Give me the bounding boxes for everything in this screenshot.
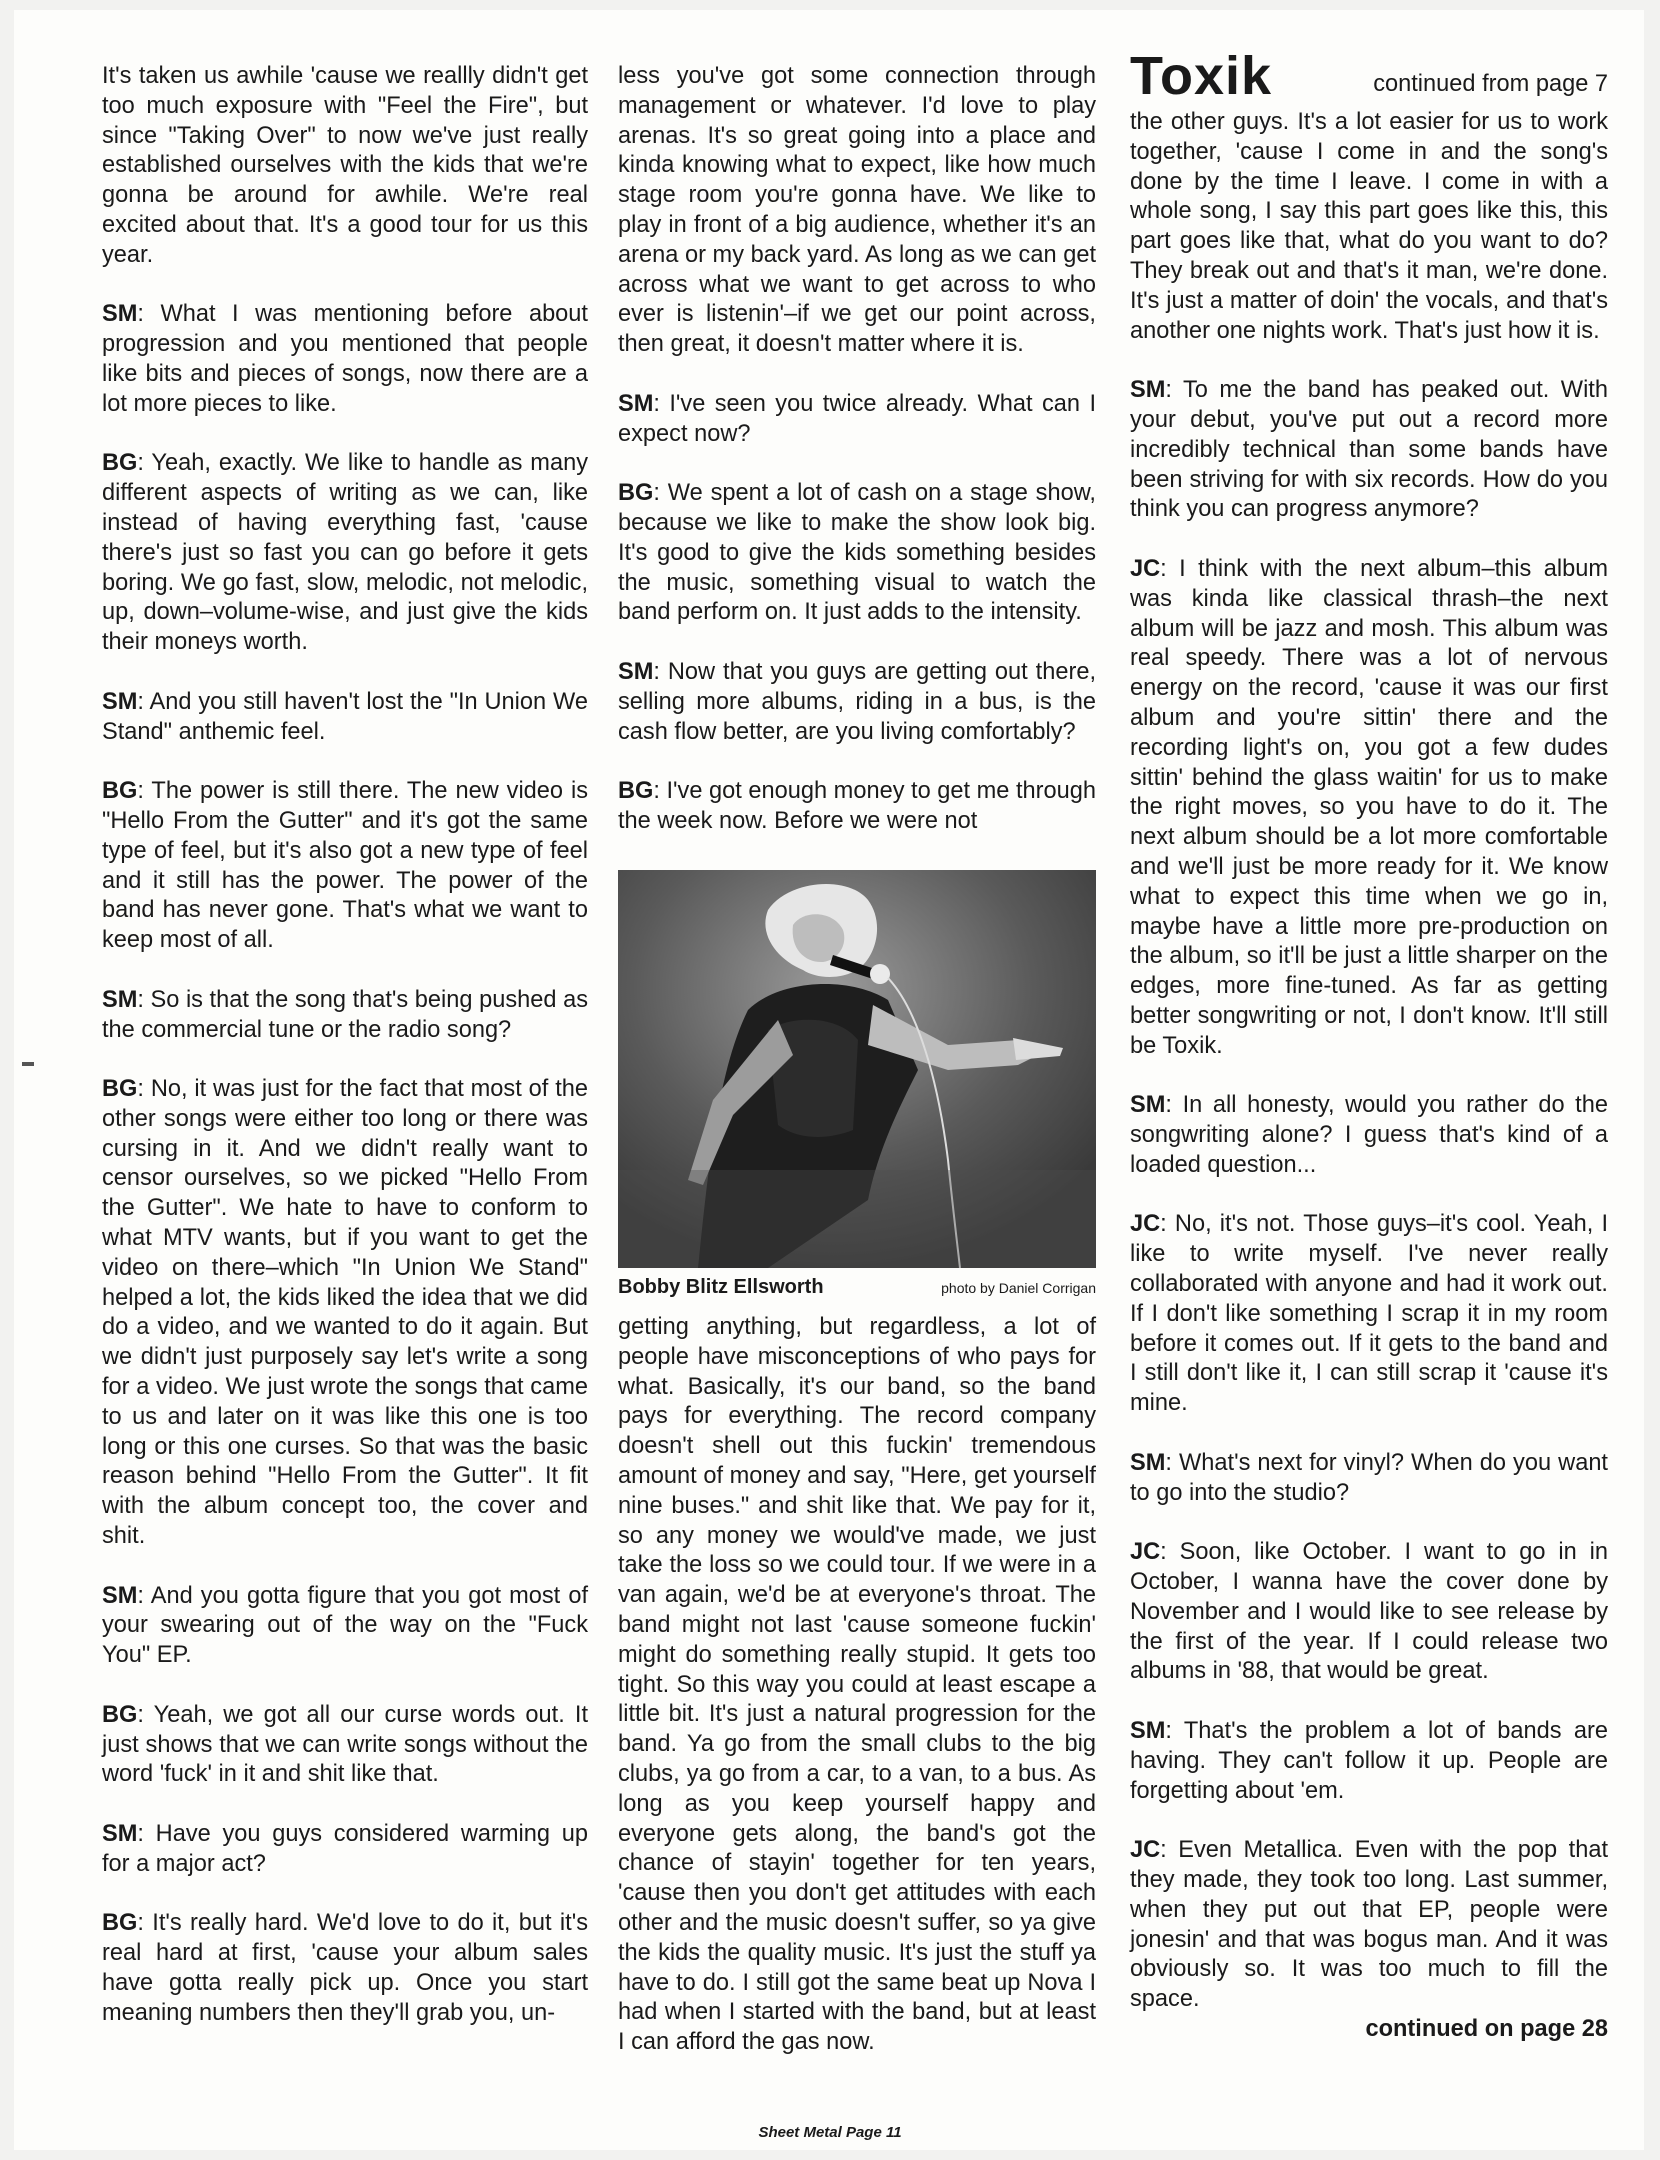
- paragraph: BG: The power is still there. The new video is "Hello From the Gutter" and it's got the same type of feel, but it's also got a new type of feel and it still has the power. The power of the band has never gone. That's what we want to keep most of all.: [102, 778, 588, 954]
- photo-caption: [618, 1276, 1096, 1299]
- concert-photo: [618, 870, 1096, 1268]
- paragraph: SM: And you gotta figure that you got most of your swearing out of the way on the "Fuck You" EP.: [102, 1582, 588, 1669]
- paragraph: the other guys. It's a lot easier for us to work together, 'cause I come in and the song's done by the time I leave. I come in with a whole song, I say this part goes like this, this part goes like that, what do you want to do? They break out and that's it man, we're done. It's just a matter of doin' the vocals, and that's another one nights work. That's just how it is.: [1130, 109, 1608, 344]
- paragraph: SM: And you still haven't lost the "In Union We Stand" anthemic feel.: [102, 688, 588, 745]
- column-1: [102, 62, 588, 2058]
- paragraph: SM: What's next for vinyl? When do you want to go into the studio?: [1130, 1449, 1608, 1506]
- paragraph: SM: Have you guys considered warming up for a major act?: [102, 1821, 588, 1877]
- paragraph: JC: No, it's not. Those guys–it's cool. Yeah, I like to write myself. I've never really collaborated with anyone and had it work out. If I don't like something I scrap it in my room before it comes out. If it gets to the band and I still don't like it, I can still scrap it 'cause it's mine.: [1130, 1211, 1608, 1417]
- paragraph: JC: I think with the next album–this album was kinda like classical thrash–the next album will be jazz and mosh. This album was real speedy. There was a lot of nervous energy on the record, 'cause it was our first album and you're sittin' there and the recording light's on, you got a few dudes sittin' behind the glass waitin' for us to make the right moves, so you have to do it. The next album should be a lot more comfortable and we'll just be more ready for it. We know what to expect this time when we go in, maybe have a little more pre-production on the album, so it'll be just a little sharper on the edges, more fine-tuned. As far as getting better songwriting or not, I don't know. It'll still be Toxik.: [1130, 555, 1608, 1059]
- caption-name: Bobby Blitz Ellsworth: [618, 1276, 824, 1298]
- paragraph: SM: To me the band has peaked out. With your debut, you've put out a record more incredibly technical than some bands have been striving for with six records. How do you think you can progress anymore?: [1130, 377, 1608, 523]
- paragraph: BG: We spent a lot of cash on a stage show, because we like to make the show look big. It's good to give the kids something besides the music, something visual to watch the band perform on. It just adds to the intensity.: [618, 480, 1096, 626]
- paragraph: JC: Soon, like October. I want to go in in October, I wanna have the cover done by November and I would like to see release by the first of the year. If I could release two albums in '88, that would be great.: [1130, 1539, 1608, 1685]
- paragraph: It's taken us awhile 'cause we reallly didn't get too much exposure with "Feel the Fire", but since "Taking Over" to now we've just really established ourselves with the kids that we're gonna be around for awhile. We're real excited about that. It's a good tour for us this year.: [102, 63, 588, 268]
- section-header: [1130, 48, 1608, 104]
- paragraph: BG: I've got enough money to get me through the week now. Before we were not: [618, 778, 1096, 834]
- column-3: [1130, 48, 1608, 2075]
- paragraph: BG: It's really hard. We'd love to do it, but it's real hard at first, 'cause your album sales have gotta really pick up. Once you start meaning numbers then they'll grab you, un-: [102, 1910, 588, 2026]
- page-footer: Sheet Metal Page 11: [758, 2124, 902, 2141]
- paragraph: SM: So is that the song that's being pushed as the commercial tune or the radio song?: [102, 986, 588, 1043]
- column-2-continued: [618, 1313, 1096, 2058]
- paragraph: SM: That's the problem a lot of bands are having. They can't follow it up. People are forgetting about 'em.: [1130, 1718, 1608, 1804]
- paragraph: SM: I've seen you twice already. What can I expect now?: [618, 390, 1096, 447]
- singer-photo-illustration: [618, 870, 1096, 1268]
- paragraph: less you've got some connection through management or whatever. I'd love to play arenas. It's so great going into a place and kinda knowing what to expect, like how much stage room you're gonna have. We like to play in front of a big audience, whether it's an arena or my back yard. As long as we can get across what we want to get across to who ever is listenin'–if we get our point across, then great, it doesn't matter where it is.: [618, 63, 1096, 358]
- paragraph: SM: In all honesty, would you rather do the songwriting alone? I guess that's kind of a loaded question...: [1130, 1092, 1608, 1178]
- paragraph: BG: Yeah, exactly. We like to handle as many different aspects of writing as we can, like instead of having everything fast, 'cause there's just so fast you can go before it gets boring. We go fast, slow, melodic, not melodic, up, down–volume-wise, and just give the kids their moneys worth.: [102, 450, 588, 656]
- continued-from-note: continued from page 7: [1373, 71, 1608, 98]
- continued-on-note: continued on page 28: [1365, 2016, 1608, 2042]
- scan-edge-mark: [22, 1062, 34, 1066]
- column-2: [618, 62, 1096, 867]
- paragraph: SM: What I was mentioning before about progression and you mentioned that people like bits and pieces of songs, now there are a lot more pieces to like.: [102, 301, 588, 417]
- photo-credit: photo by Daniel Corrigan: [941, 1280, 1096, 1296]
- paragraph: BG: Yeah, we got all our curse words out. It just shows that we can write songs without the word 'fuck' in it and shit like that.: [102, 1701, 588, 1788]
- paragraph: BG: No, it was just for the fact that most of the other songs were either too long or there was cursing in it. And we didn't really want to censor ourselves, so we picked "Hello From the Gutter". We hate to have to conform to what MTV wants, but if you want to get the video on there–which "In Union We Stand" helped a lot, the kids liked the idea that we did do a video, and we wanted to do it again. But we didn't just purposely say let's write a song for a video. We just wrote the songs that came to us and later on it was like this one is too long or this one curses. So that was the basic reason behind "Hello From the Gutter". It fit with the album concept too, the cover and shit.: [102, 1076, 588, 1550]
- paragraph: SM: Now that you guys are getting out there, selling more albums, riding in a bus, is the cash flow better, are you living comfortably?: [618, 658, 1096, 745]
- paragraph: getting anything, but regardless, a lot of people have misconceptions of who pays for what. Basically, it's our band, so the band pays for everything. The record company doesn't shell out this fuckin' tremendous amount of money and say, "Here, get yourself nine buses." and shit like that. We pay for it, so any money we would've made, we just take the loss so we could tour. If we were in a van again, we'd be at everyone's throat. The band might not last 'cause someone fuckin' might do something really stupid. It gets too tight. So this way you could at least escape a little bit. It's just a natural progression for the band. Ya go from the small clubs to the big clubs, ya go from a car, to a van, to a bus. As long as you keep yourself happy and everyone gets along, the band's got the chance of stayin' together for ten years, 'cause then you don't get attitudes with each other and the music doesn't suffer, so ya give the kids the quality music. It's just the stuff ya have to do. I still got the same beat up Nova I had when I started with the band, but at least I can afford the gas now.: [618, 1314, 1096, 2056]
- section-title: Toxik: [1130, 46, 1273, 106]
- paragraph: JC: Even Metallica. Even with the pop that they made, they took too long. Last summer, when they put out that EP, people were jonesin' and that was bogus man. And it was obviously so. It was too much to fill the space.: [1130, 1837, 1608, 2013]
